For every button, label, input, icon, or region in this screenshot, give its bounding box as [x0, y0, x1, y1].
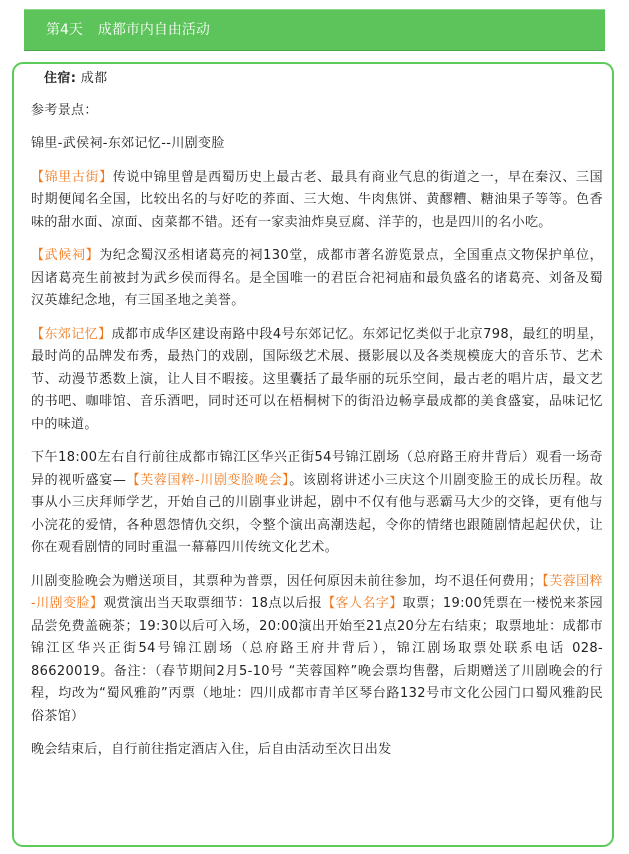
ticket-part3: 取票；19:00凭票在一楼悦来茶园品尝免费盖碗茶；19:30以后可入场，20:00演出开始至21点20分左右结束；取票地址：成都市锦江区华兴正街54号锦江剧场（总府路王府井背后），锦江剧场取票处联系电话 028-86620019。备注：（春节期间2月5-10号 “芙蓉国粹”晚会票均售罄，后期赠送了川剧晚会的行程，均改为“蜀风雅韵”丙票（地址：四川成都市青羊区琴台路132号市文化公园门口蜀风雅韵民俗茶馆）	[31, 596, 603, 724]
ticket-guest-name-tag: 【客人名字】	[322, 596, 403, 611]
itinerary-content	[31, 62, 603, 773]
closing-line: 晚会结束后，自行前往指定酒店入住，后自由活动至次日出发	[31, 742, 392, 757]
section-dongjiao	[31, 324, 603, 437]
ticket-part1: 川剧变脸晚会为赠送项目，其票种为普票，因任何原因未前往参加，均不退任何费用；	[31, 573, 543, 589]
evening-show-tag: 【芙蓉国粹-川剧变脸晚会】	[126, 472, 290, 488]
day-title: 成都市内自由活动	[97, 22, 210, 38]
lodging-label: 住宿:	[44, 71, 77, 86]
ticket-paragraph	[31, 571, 603, 729]
ticket-show-tag: 【芙蓉国粹 -川剧变脸】	[31, 573, 603, 611]
section-tag: 【武候祠】	[31, 248, 100, 263]
section-text: 为纪念蜀汉丞相诸葛亮的祠130堂，成都市著名游览景点，全国重点文物保护单位，因诸葛亮生前被封为武乡侯而得名。是全国唯一的君臣合祀祠庙和最负盛名的诸葛亮、刘备及蜀汉英雄纪念地，有三国圣地之美誉。	[31, 248, 603, 308]
section-text: 成都市成华区建设南路中段4号东郊记忆。东郊记忆类似于北京798，最红的明星，最时尚的品牌发布秀，最热门的戏剧，国际级艺术展、摄影展以及各类规模庞大的音乐节、艺术节、动漫节悉数上演，让人目不暇接。这里囊括了最华丽的玩乐空间，最古老的唱片店，最文艺的书吧、咖啡馆、音乐酒吧，同时还可以在梧桐树下的街沿边畅享最成都的美食盛宴，品味记忆中的味道。	[31, 326, 603, 432]
section-wuhouci	[31, 245, 603, 313]
lodging-line	[31, 68, 603, 91]
section-tag: 【东郊记忆】	[31, 326, 112, 342]
reference-label: 参考景点：	[31, 102, 98, 118]
lodging-value: 成都	[80, 71, 108, 86]
evening-after: 。该剧将讲述小三庆这个川剧变脸王的成长历程。故事从小三庆拜师学艺，开始自己的川剧事业讲起，剧中不仅有他与恶霸马大少的交锋，更有他与小浣花的爱情，各种恩怨情仇交织，令整个演出高潮迭起，令你的情绪也跟随剧情起起伏伏，让你在观看剧情的同时重温一幕幕四川传统文化艺术。	[31, 472, 604, 555]
ticket-part2: 观赏演出当天取票细节：18点以后报	[103, 596, 323, 611]
evening-paragraph	[31, 447, 603, 560]
section-text: 传说中锦里曾是西蜀历史上最古老、最具有商业气息的街道之一，早在秦汉、三国时期便闻名全国，比较出名的与好吃的荞面、三大炮、牛肉焦饼、黄醪糟、糖油果子等等。色香味的甜水面、凉面、卤菜都不错。还有一家卖油炸臭豆腐、洋芋的，也是四川的名小吃。	[31, 169, 603, 230]
section-jinli	[31, 167, 603, 235]
day-label: 第4天	[46, 22, 83, 38]
evening-before: 下午18:00左右自行前往成都市锦江区华兴正街54号锦江剧场（总府路王府井背后）观看一场奇异的视听盛宴—	[31, 450, 603, 488]
route-line: 锦里-武侯祠-东郊记忆--川剧变脸	[31, 136, 225, 151]
section-tag: 【锦里古街】	[31, 169, 113, 185]
day-header-bar	[24, 9, 605, 51]
